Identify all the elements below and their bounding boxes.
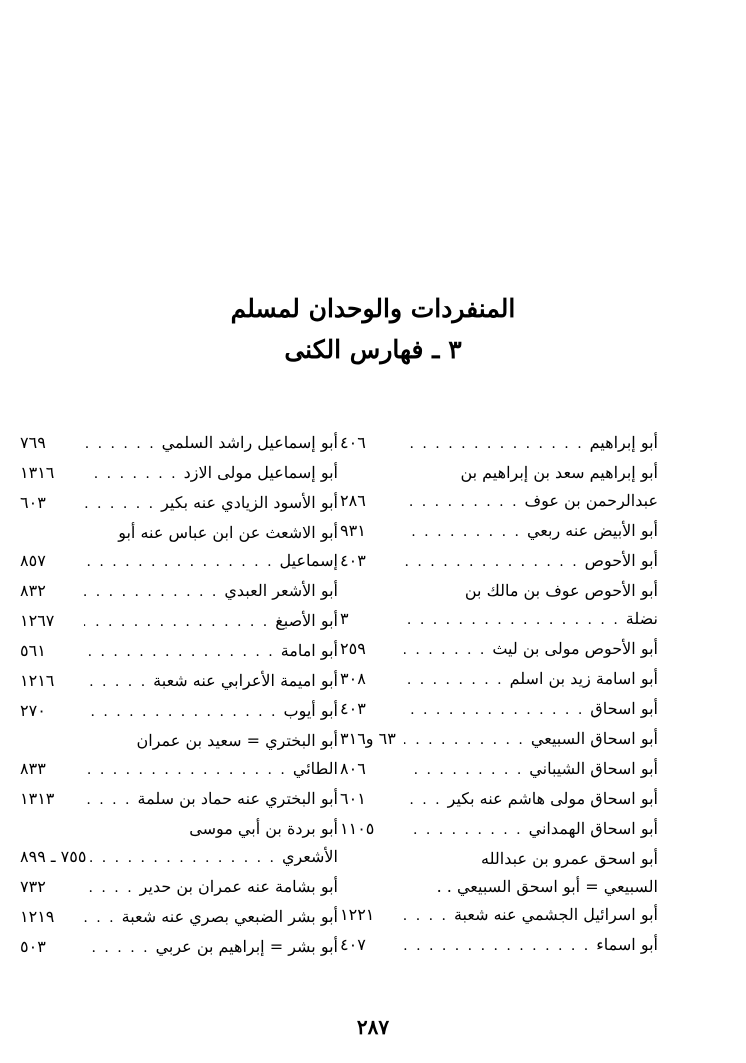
index-entry <box>20 701 338 722</box>
dot-leader <box>84 909 122 928</box>
entry-name: أبو الأشعر العبدي <box>224 581 338 600</box>
entry-name: أبو أيوب <box>283 701 338 720</box>
index-entry <box>340 699 658 720</box>
dot-leader <box>404 907 454 926</box>
dot-leader <box>84 435 162 454</box>
entry-name: أبو بشر = إبراهيم بن عربي <box>155 937 338 956</box>
index-entry <box>20 907 338 928</box>
dot-leader <box>84 879 140 898</box>
entry-page-number: ٧٣٢ <box>20 877 46 896</box>
entry-name: أبو الاشعث عن ابن عباس عنه أبو <box>118 523 338 542</box>
entry-page-number: ٢٧٠ <box>20 701 46 720</box>
index-entry <box>20 731 338 750</box>
entry-page-number: ٨٣٣ <box>20 759 46 778</box>
index-entry <box>340 789 658 810</box>
entry-name: أبو اسحاق مولى هاشم عنه بكير <box>447 789 658 808</box>
index-entry <box>340 433 658 454</box>
dot-leader <box>404 641 492 660</box>
dot-leader <box>84 703 284 722</box>
dot-leader <box>84 939 156 958</box>
index-entry <box>20 877 338 898</box>
index-entry <box>20 551 338 572</box>
index-entry <box>340 521 658 542</box>
index-entry <box>340 819 658 840</box>
entry-name: أبو اسماء <box>596 935 658 954</box>
entry-page-number: ١٣١٣ <box>20 789 55 808</box>
index-entry <box>340 463 658 482</box>
entry-page-number: ٤٠٣ <box>340 551 366 570</box>
dot-leader <box>404 611 626 630</box>
entry-page-number: ١٢٦٧ <box>20 611 55 630</box>
entry-page-number: ٦٠٣ <box>20 493 46 512</box>
dot-leader <box>84 465 184 484</box>
index-column-left <box>20 433 338 967</box>
section-title: ٣ ـ فهارس الكنى <box>284 335 462 364</box>
index-entry <box>340 581 658 600</box>
entry-name: إسماعيل <box>279 551 338 570</box>
index-entry <box>20 937 338 958</box>
entry-name: أبو الأصبغ <box>275 611 338 630</box>
entry-page-number: ١٢٢١ <box>340 905 375 924</box>
entry-name: أبو إبراهيم سعد بن إبراهيم بن <box>460 463 658 482</box>
entry-name: أبو إسماعيل راشد السلمي <box>161 433 338 452</box>
entry-page-number: ٣ <box>340 609 349 628</box>
dot-leader <box>84 583 224 602</box>
entry-page-number: ٩٣١ <box>340 521 366 540</box>
dot-leader <box>404 523 527 542</box>
entry-page-number: ٢٨٦ <box>340 491 366 510</box>
dot-leader <box>84 791 137 810</box>
entry-name: الطائي <box>292 759 338 778</box>
entry-page-number: ٧٦٩ <box>20 433 46 452</box>
entry-name: أبو بشامة عنه عمران بن حدير <box>139 877 338 896</box>
entry-name: أبو اسحاق <box>590 699 658 718</box>
entry-name: أبو اسرائيل الجشمي عنه شعبة <box>453 905 658 924</box>
entry-name: أبو امامة <box>280 641 338 660</box>
dot-leader <box>404 671 510 690</box>
dot-leader <box>404 761 529 780</box>
entry-name: أبو البختري = سعيد بن عمران <box>136 731 338 750</box>
entry-name: أبو الأحوص <box>584 551 658 570</box>
index-entry <box>340 639 658 660</box>
entry-page-number: ١١٠٥ <box>340 819 375 838</box>
dot-leader <box>84 761 293 780</box>
index-entry <box>340 849 658 868</box>
index-entry <box>20 641 338 662</box>
entry-page-number: ٤٠٦ <box>340 433 366 452</box>
dot-leader <box>404 791 448 810</box>
entry-name: أبو الأسود الزيادي عنه بكير <box>161 493 338 512</box>
dot-leader <box>404 435 590 454</box>
entry-page-number: ١٣١٦ <box>20 463 55 482</box>
dot-leader <box>84 643 281 662</box>
entry-page-number: ٨٠٦ <box>340 759 366 778</box>
entry-page-number: ٦٣ و٣١٦ <box>340 729 396 748</box>
dot-leader <box>404 701 590 720</box>
dot-leader <box>404 937 596 956</box>
entry-page-number: ٨٥٧ <box>20 551 46 570</box>
index-entry <box>340 609 658 630</box>
index-entry <box>20 433 338 454</box>
index-entry <box>340 905 658 926</box>
entry-page-number: ٦٠١ <box>340 789 366 808</box>
entry-name: أبو إبراهيم <box>589 433 658 452</box>
index-entry <box>20 759 338 780</box>
entry-name: عبدالرحمن بن عوف <box>524 491 658 510</box>
dot-leader <box>84 553 280 572</box>
index-entry <box>20 671 338 692</box>
entry-name: أبو اسحاق السبيعي <box>530 729 658 748</box>
entry-page-number: ٤٠٧ <box>340 935 366 954</box>
entry-page-number: ٨٣٢ <box>20 581 46 600</box>
index-entry <box>20 463 338 484</box>
entry-name: أبو اسحق عمرو بن عبدالله <box>481 849 658 868</box>
entry-name: أبو الأبيض عنه ربعي <box>526 521 658 540</box>
index-entry <box>20 523 338 542</box>
entry-name: الأشعري <box>281 847 338 866</box>
dot-leader <box>404 821 529 840</box>
entry-name: أبو الأحوص عوف بن مالك بن <box>464 581 658 600</box>
dot-leader <box>404 493 525 512</box>
index-entry <box>20 611 338 632</box>
page-number: ٢٨٧ <box>356 1015 390 1039</box>
entry-page-number: ٥٦١ <box>20 641 46 660</box>
index-entry <box>340 669 658 690</box>
dot-leader <box>84 495 161 514</box>
index-entry <box>340 729 658 750</box>
index-entry <box>20 581 338 602</box>
dot-leader <box>86 849 282 868</box>
page-title: المنفردات والوحدان لمسلم <box>230 294 516 323</box>
entry-name: أبو الأحوص مولى بن ليث <box>492 639 658 658</box>
entry-name: أبو بردة بن أبي موسى <box>189 819 338 838</box>
dot-leader <box>84 673 153 692</box>
entry-name: أبو إسماعيل مولى الازد <box>183 463 338 482</box>
index-entry <box>340 551 658 572</box>
entry-name: السبيعي = أبو اسحق السبيعي . . <box>436 877 658 896</box>
entry-name: أبو بشر الضبعي بصري عنه شعبة <box>121 907 338 926</box>
entry-name: نضلة <box>625 609 658 628</box>
index-entry <box>340 935 658 956</box>
index-entry <box>340 877 658 896</box>
entry-name: أبو اميمة الأعرابي عنه شعبة <box>153 671 338 690</box>
entry-name: أبو اسامة زيد بن اسلم <box>509 669 658 688</box>
index-entry <box>20 789 338 810</box>
index-entry <box>340 759 658 780</box>
index-entry <box>20 847 338 868</box>
entry-page-number: ٤٠٣ <box>340 699 366 718</box>
entry-page-number: ١٢١٦ <box>20 671 55 690</box>
index-entry <box>20 493 338 514</box>
entry-name: أبو اسحاق الشيباني <box>529 759 658 778</box>
index-entry <box>20 819 338 838</box>
entry-page-number: ٢٥٩ <box>340 639 366 658</box>
dot-leader <box>84 613 275 632</box>
entry-name: أبو اسحاق الهمداني <box>528 819 658 838</box>
index-entry <box>340 491 658 512</box>
entry-name: أبو البختري عنه حماد بن سلمة <box>137 789 338 808</box>
entry-page-number: ٧٥٥ ـ ٨٩٩ <box>20 847 87 866</box>
entry-page-number: ١٢١٩ <box>20 907 55 926</box>
dot-leader <box>404 553 585 572</box>
dot-leader <box>404 731 531 750</box>
index-column-right <box>340 433 658 965</box>
entry-page-number: ٥٠٣ <box>20 937 46 956</box>
entry-page-number: ٣٠٨ <box>340 669 366 688</box>
